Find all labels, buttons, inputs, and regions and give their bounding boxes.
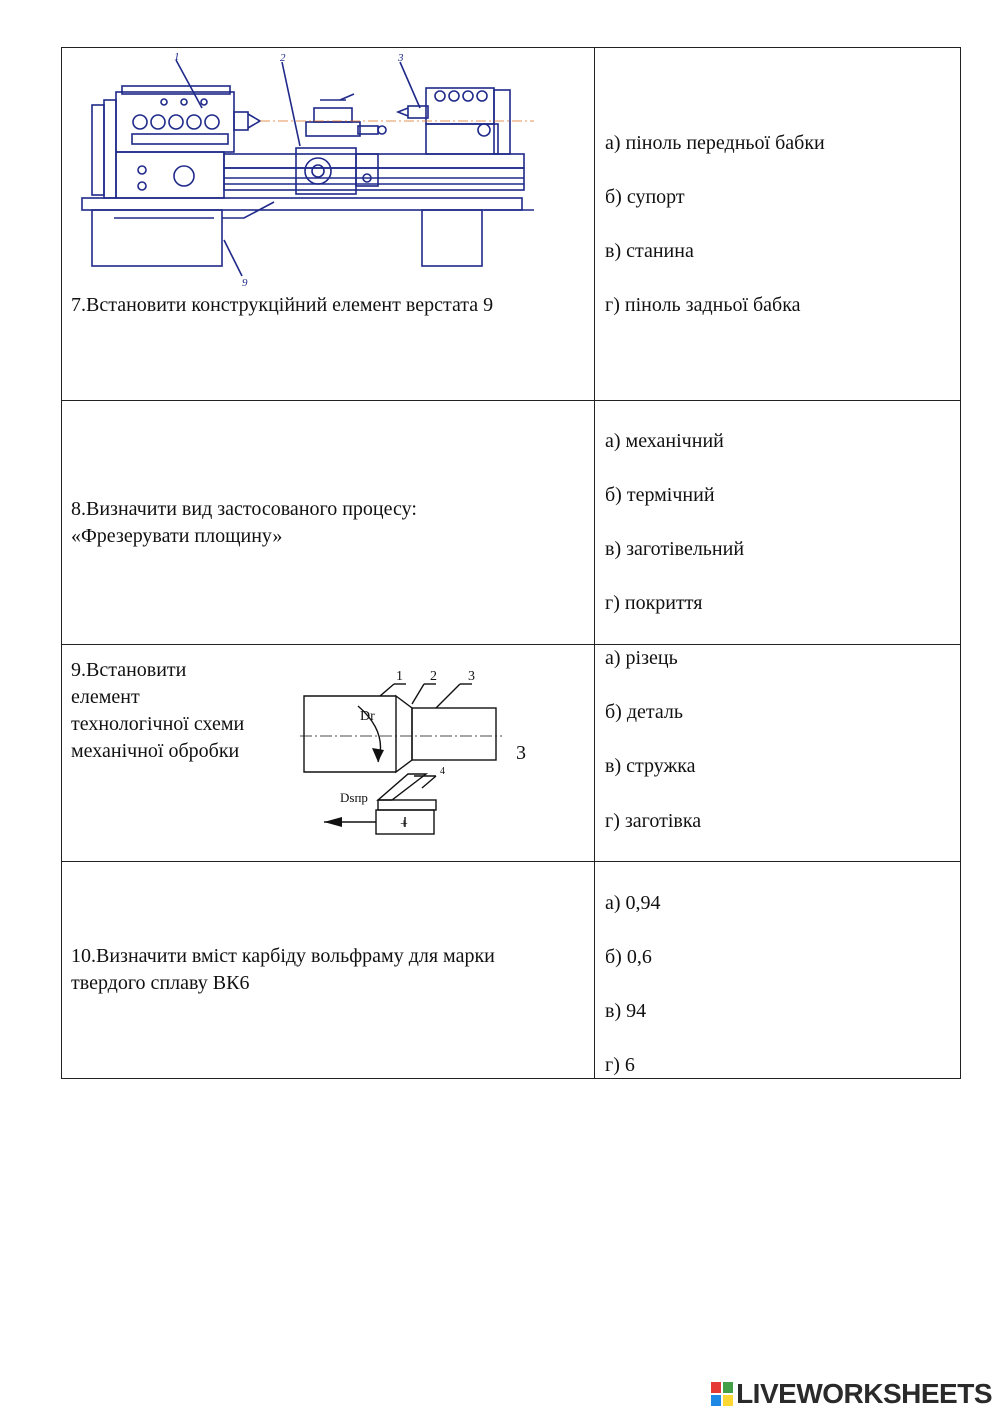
question-8-line-1: 8.Визначити вид застосованого процесу: — [71, 498, 417, 520]
row-divider-8-9 — [61, 644, 961, 645]
q8-option-b[interactable]: б) термічний — [605, 484, 715, 506]
liveworksheets-logo — [711, 1377, 992, 1411]
scheme-label-plus: + — [400, 817, 408, 832]
q9-option-c[interactable]: в) стружка — [605, 755, 696, 777]
table-border-left — [61, 47, 62, 1079]
question-10-line-2: твердого сплаву ВК6 — [71, 972, 250, 994]
q10-option-a[interactable]: а) 0,94 — [605, 892, 661, 914]
question-9-target: 3 — [516, 742, 526, 764]
table-border-right — [960, 47, 961, 1079]
lathe-label-1: 1 — [174, 51, 180, 63]
logo-squares-icon — [711, 1382, 733, 1406]
lathe-label-2: 2 — [280, 52, 286, 64]
question-9-line-2: елемент — [71, 686, 140, 708]
q10-option-b[interactable]: б) 0,6 — [605, 946, 652, 968]
q9-option-d[interactable]: г) заготівка — [605, 810, 702, 832]
question-9-line-4: механічної обробки — [71, 740, 240, 762]
lathe-drawing — [74, 50, 544, 290]
q7-option-b[interactable]: б) супорт — [605, 186, 685, 208]
logo-text: LIVEWORKSHEETS — [736, 1378, 992, 1409]
scheme-label-4: 4 — [440, 766, 445, 777]
machining-scheme-diagram — [296, 662, 506, 840]
q7-option-c[interactable]: в) станина — [605, 240, 694, 262]
question-10-line-1: 10.Визначити вміст карбіду вольфраму для марки — [71, 945, 495, 967]
q8-option-d[interactable]: г) покриття — [605, 592, 703, 614]
scheme-label-2: 2 — [430, 669, 437, 684]
question-7-text: 7.Встановити конструкційний елемент верстата 9 — [71, 294, 494, 316]
lathe-label-3: 3 — [398, 52, 404, 64]
q8-option-c[interactable]: в) заготівельний — [605, 538, 745, 560]
question-9-line-1: 9.Встановити — [71, 659, 187, 681]
table-border-top — [61, 47, 961, 48]
column-divider — [594, 47, 595, 1079]
scheme-label-3: 3 — [468, 669, 475, 684]
q10-option-c[interactable]: в) 94 — [605, 1000, 647, 1022]
lathe-label-9: 9 — [242, 277, 248, 289]
question-9-line-3: технологічної схеми — [71, 713, 245, 735]
scheme-label-dr: Dr — [360, 709, 375, 724]
question-8-line-2: «Фрезерувати площину» — [71, 525, 283, 547]
q9-option-b[interactable]: б) деталь — [605, 701, 684, 723]
q8-option-a[interactable]: а) механічний — [605, 430, 724, 452]
scheme-label-dspr: Dsпр — [340, 790, 368, 805]
q9-option-a[interactable]: а) різець — [605, 647, 678, 669]
table-border-bottom — [61, 1078, 961, 1079]
row-divider-7-8 — [61, 400, 961, 401]
row-divider-9-10 — [61, 861, 961, 862]
scheme-label-1: 1 — [396, 669, 403, 684]
q7-option-a[interactable]: а) піноль передньої бабки — [605, 132, 825, 154]
q10-option-d[interactable]: г) 6 — [605, 1054, 635, 1076]
q7-option-d[interactable]: г) піноль задньої бабка — [605, 294, 801, 316]
